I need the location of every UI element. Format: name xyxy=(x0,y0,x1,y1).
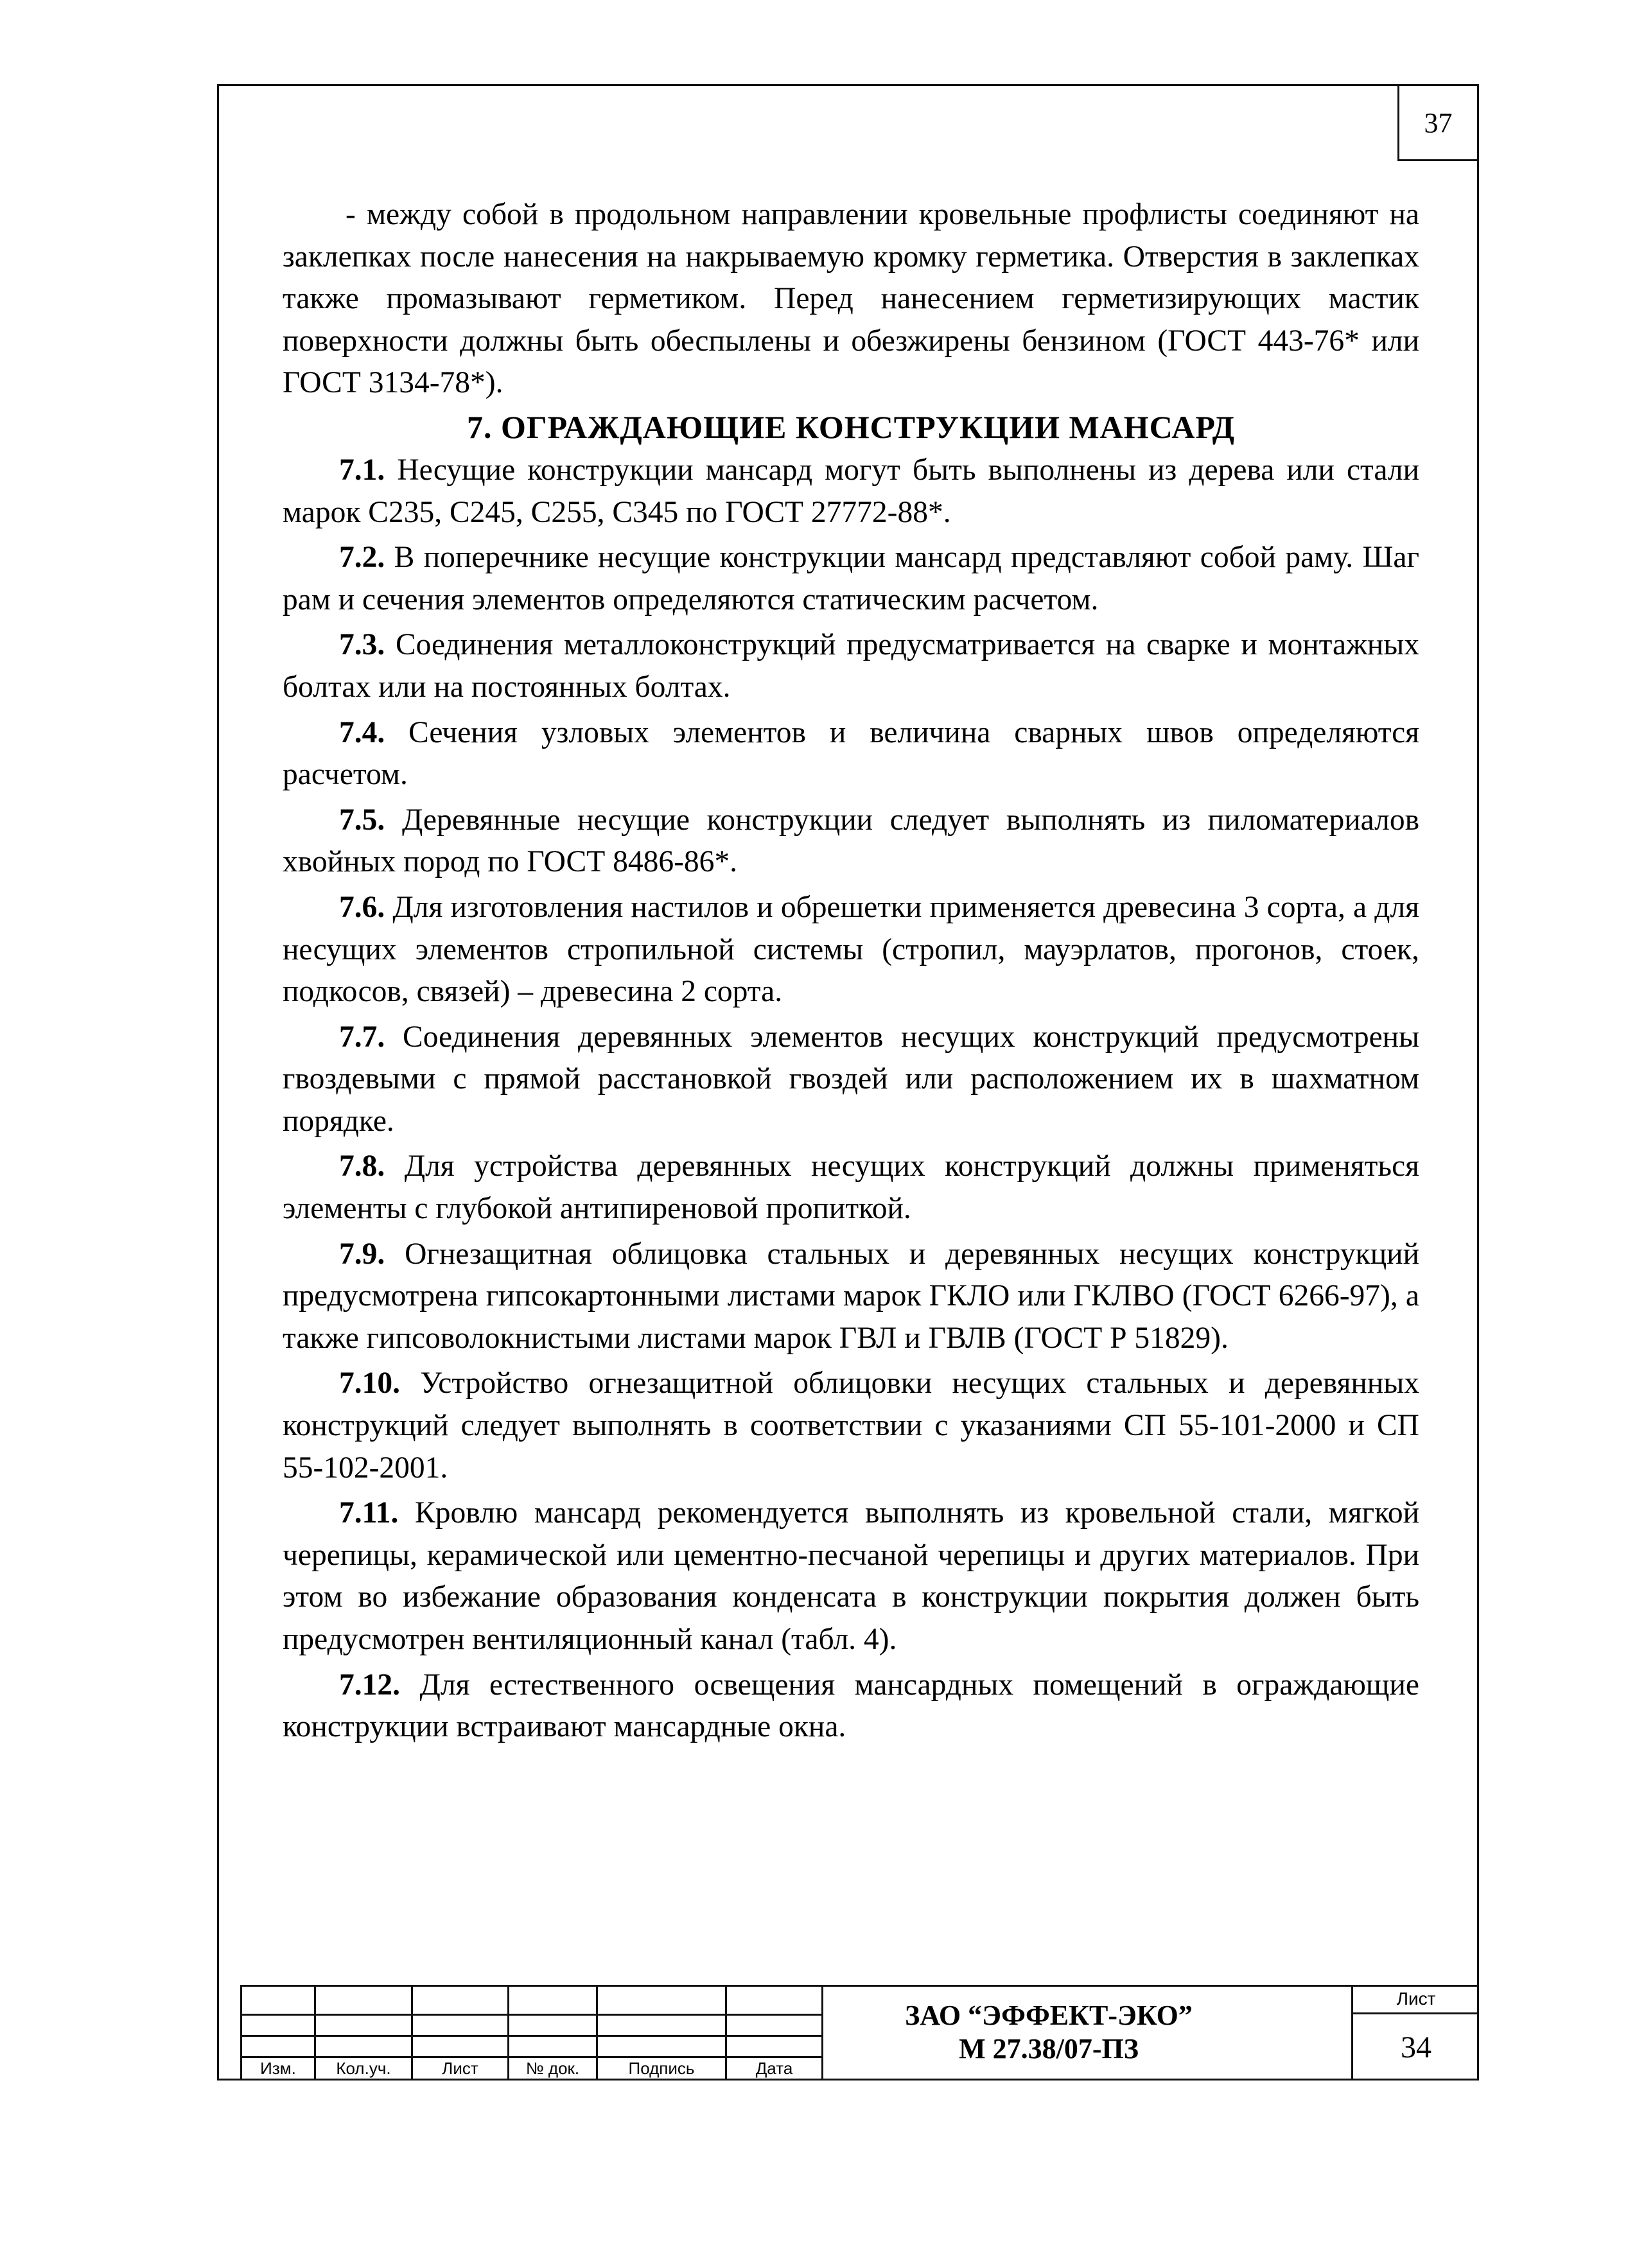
stamp-col-list: Лист xyxy=(442,2058,478,2078)
intro-paragraph: - между собой в продольном направлении кровельные профлисты соединяют на заклепках после нанесения на накрываемую кромку герметика. Отверстия в заклепках также промазывают герметиком. Перед нанесением герметизирующих мастик поверхности должны быть обеспылены и обезжирены бензином (ГОСТ 443-76* или ГОСТ 3134-78*). xyxy=(283,198,1419,400)
stamp-line xyxy=(240,2035,823,2037)
clause-7-11: 7.11. Кровлю мансард рекомендуется выполнять из кровельной стали, мягкой черепицы, керамической или цементно-песчаной черепицы и других материалов. При этом во избежание образования конденсата в конструкции покрытия должен быть предусмотрен вентиляционный канал (табл. 4). xyxy=(283,1496,1419,1656)
sheet-label: Лист xyxy=(1396,1988,1436,2009)
stamp-line xyxy=(240,1985,1479,1987)
clause-7-7: 7.7. Соединения деревянных элементов несущих конструкций предусмотрены гвоздевыми с прямой расстановкой гвоздей или расположением их в шахматном порядке. xyxy=(283,1020,1419,1138)
document-code: М 27.38/07-ПЗ xyxy=(959,2033,1139,2064)
stamp-col-signature: Подпись xyxy=(628,2058,695,2078)
clause-7-12: 7.12. Для естественного освещения мансардных помещений в ограждающие конструкции встраивают мансардные окна. xyxy=(283,1668,1419,1744)
clause-7-3: 7.3. Соединения металлоконструкций предусматривается на сварке и монтажных болтах или на постоянных болтах. xyxy=(283,628,1419,704)
clause-7-8: 7.8. Для устройства деревянных несущих конструкций должны применяться элементы с глубокой антипиреновой пропиткой. xyxy=(283,1149,1420,1226)
stamp-col-izm: Изм. xyxy=(260,2058,296,2078)
section-title: 7. ОГРАЖДАЮЩИЕ КОНСТРУКЦИИ МАНСАРД xyxy=(466,408,1236,445)
clause-7-6: 7.6. Для изготовления настилов и обрешетки применяется древесина 3 сорта, а для несущих элементов стропильной системы (стропил, мауэрлатов, прогонов, стоек, подкосов, связей) – древесина 2 сорта. xyxy=(283,890,1419,1009)
page-number: 37 xyxy=(1397,84,1479,161)
clause-7-4: 7.4. Сечения узловых элементов и величина сварных швов определяются расчетом. xyxy=(283,715,1419,792)
clause-7-10: 7.10. Устройство огнезащитной облицовки несущих стальных и деревянных конструкций следует выполнять в соответствии с указаниями СП 55-101-2000 и СП 55-102-2001. xyxy=(283,1366,1419,1485)
stamp-col-date: Дата xyxy=(755,2058,793,2078)
clause-7-2: 7.2. В поперечнике несущие конструкции мансард представляют собой раму. Шаг рам и сечения элементов определяются статическим расчетом. xyxy=(283,541,1419,616)
stamp-col-kol-uch: Кол.уч. xyxy=(336,2058,391,2078)
stamp-line xyxy=(240,2014,823,2016)
title-block xyxy=(240,1985,1479,2080)
clause-7-5: 7.5. Деревянные несущие конструкции следует выполнять из пиломатериалов хвойных пород по ГОСТ 8486-86*. xyxy=(283,803,1420,879)
clause-7-1: 7.1. Несущие конструкции мансард могут быть выполнены из дерева или стали марок С235, С245, С255, С345 по ГОСТ 27772-88*. xyxy=(283,453,1420,529)
stamp-col-doc: № док. xyxy=(525,2058,580,2078)
company-name: ЗАО “ЭФФЕКТ-ЭКО” xyxy=(905,2000,1193,2031)
clause-7-9: 7.9. Огнезащитная облицовка стальных и деревянных несущих конструкций предусмотрена гипсокартонными листами марок ГКЛО или ГКЛВО (ГОСТ 6266-97), а также гипсоволокнистыми листами марок ГВЛ и ГВЛВ (ГОСТ Р 51829). xyxy=(283,1237,1419,1355)
sheet-number: 34 xyxy=(1401,2030,1431,2064)
document-body xyxy=(283,194,1419,1749)
stamp-line xyxy=(240,2079,1479,2080)
